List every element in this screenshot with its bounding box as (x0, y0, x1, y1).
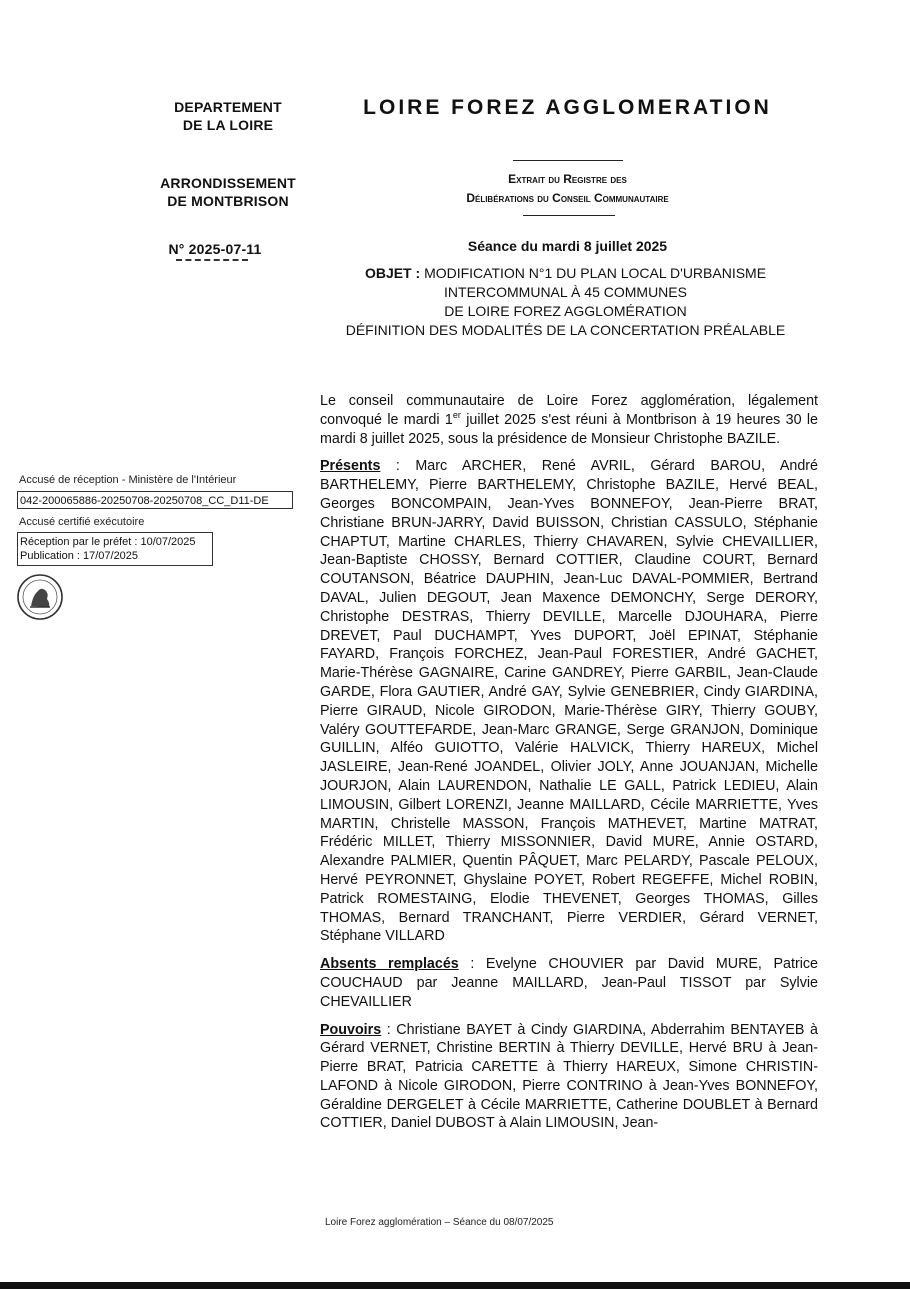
organisation-title: LOIRE FOREZ AGGLOMERATION (363, 96, 772, 119)
objet-line2: INTERCOMMUNAL À 45 COMMUNES (444, 284, 687, 300)
objet-line1 (318, 264, 813, 283)
objet-label: OBJET : (364, 265, 421, 281)
objet-text-1: MODIFICATION N°1 DU PLAN LOCAL D'URBANISME (424, 265, 767, 281)
marianne-seal-icon (16, 573, 64, 621)
divider-bottom (523, 215, 615, 216)
departement-line1: DEPARTEMENT (174, 99, 282, 115)
objet-block (318, 264, 813, 340)
arrondissement-line1: ARRONDISSEMENT (160, 175, 296, 191)
page-bottom-edge (0, 1282, 910, 1289)
presents-list: : Marc ARCHER, René AVRIL, Gérard BAROU, André BARTHELEMY, Pierre BARTHELEMY, Christophe BAZILE, Hervé BEAL, Georges BONCOMPAIN, Jean-Yves BONNEFOY, Jean-Pierre BRAT, Christiane BRUN-JARRY, David BUISSON, Christian CASSULO, Stéphanie CHAPTUT, Martine CHARLES, Thierry CHAVAREN, Sylvie CHEVAILLIER, Jean-Baptiste CHOSSY, Bernard COTTIER, Claudine COURT, Bernard COUTANSON, Béatrice DAUPHIN, Jean-Luc DAVAL-POMMIER, Bertrand DAVAL, Julien DEGOUT, Jean Maxence DEMONCHY, Serge DERORY, Christophe DESTRAS, Thierry DEVILLE, Marcelle DJOUHARA, Pierre DREVET, Paul DUCHAMPT, Yves DUPORT, Joël EPINAT, Stéphanie FAYARD, François FORCHEZ, Jean-Paul FORESTIER, André GACHET, Marie-Thérèse GAGNAIRE, Carine GANDREY, Pierre GARBIL, Jean-Claude GARDE, Flora GAUTIER, André GAY, Sylvie GENEBRIER, Cindy GIARDINA, Pierre GIRAUD, Nicole GIRODON, Marie-Thérèse GIRY, Thierry GOUBY, Valéry GOUTTEFARDE, Jean-Marc GRANGE, Serge GRANJON, Dominique GUILLIN, Alféo GUIOTTO, Valérie HALVICK, Thierry HAREUX, Michel JASLEIRE, Jean-René JOANDEL, Olivier JOLY, Anne JOUANJAN, Michelle JOURJON, Alain LAURENDON, Nathalie LE GALL, Patrick LEDIEU, Alain LIMOUSIN, Gilbert LORENZI, Jeanne MAILLARD, Cécile MARRIETTE, Yves MARTIN, Christelle MASSON, François MATHEVET, Martine MATRAT, Frédéric MILLET, Thierry MISSONNIER, David MURE, Annie OSTARD, Alexandre PALMIER, Quentin PÂQUET, Marc PELARDY, Pascale PELOUX, Hervé PEYRONNET, Ghyslaine POYET, Robert REGEFFE, Michel ROBIN, Patrick ROMESTAING, Elodie THEVENET, Georges THOMAS, Gilles THOMAS, Bernard TRANCHANT, Pierre VERDIER, Gérard VERNET, Stéphane VILLARD (320, 458, 818, 945)
deliberation-number-text: N° 2025-07-11 (168, 241, 262, 257)
divider-top (513, 160, 623, 161)
objet-line3: DE LOIRE FOREZ AGGLOMÉRATION (444, 303, 687, 319)
deliberation-number (150, 240, 280, 261)
reception-box (17, 532, 213, 566)
extract-line1: Extrait du Registre des (508, 172, 627, 186)
presents-label: Présents (320, 458, 381, 475)
absents-list: : Evelyne CHOUVIER par David MURE, Patrice COUCHAUD par Jeanne MAILLARD, Jean-Paul TISSOT par Sylvie CHEVAILLIER (320, 956, 818, 1010)
number-underline (176, 259, 248, 261)
intro-superscript: er (452, 410, 461, 421)
extract-line2: Délibérations du Conseil Communautaire (466, 191, 669, 205)
arrondissement-heading (148, 174, 308, 210)
extract-heading (330, 170, 805, 208)
departement-line2: DE LA LOIRE (182, 117, 274, 133)
intro-text-a: Le conseil communautaire de Loire Forez agglomération, légalement convoqué le mardi 1 (320, 393, 818, 428)
arrondissement-line2: DE MONTBRISON (167, 193, 289, 209)
pouvoirs-paragraph (320, 1021, 818, 1134)
accuse-certifie-label: Accusé certifié exécutoire (19, 516, 145, 528)
pouvoirs-label: Pouvoirs (320, 1021, 382, 1038)
deliberation-body (320, 392, 818, 1142)
publication-date: Publication : 17/07/2025 (20, 550, 139, 562)
reception-date: Réception par le préfet : 10/07/2025 (20, 536, 196, 548)
objet-line4: DÉFINITION DES MODALITÉS DE LA CONCERTATION PRÉALABLE (345, 322, 786, 338)
departement-heading (158, 98, 298, 134)
accuse-reception-id: 042-200065886-20250708-20250708_CC_D11-DE (17, 491, 293, 509)
presents-paragraph (320, 457, 818, 946)
page-footer: Loire Forez agglomération – Séance du 08/07/2025 (325, 1217, 554, 1228)
pouvoirs-list: : Christiane BAYET à Cindy GIARDINA, Abderrahim BENTAYEB à Gérard VERNET, Christine BERTIN à Thierry DEVILLE, Hervé BRU à Jean-Pierre BRAT, Patricia CARETTE à Thierry HAREUX, Simone CHRISTIN-LAFOND à Nicole GIRODON, Pierre CONTRINO à Jean-Yves BONNEFOY, Géraldine DERGELET à Cécile MARRIETTE, Catherine DOUBLET à Bernard COTTIER, Daniel DUBOST à Alain LIMOUSIN, Jean- (320, 1021, 818, 1132)
intro-text-b: juillet 2025 s'est réuni à Montbrison à 19 heures 30 le mardi 8 juillet 2025, sous la présidence de Monsieur Christophe BAZILE. (320, 411, 819, 447)
accuse-reception-label: Accusé de réception - Ministère de l'Intérieur (19, 474, 237, 486)
absents-paragraph (320, 955, 818, 1011)
intro-paragraph (320, 392, 818, 448)
seance-date: Séance du mardi 8 juillet 2025 (467, 238, 668, 254)
absents-label: Absents remplacés (320, 956, 459, 973)
